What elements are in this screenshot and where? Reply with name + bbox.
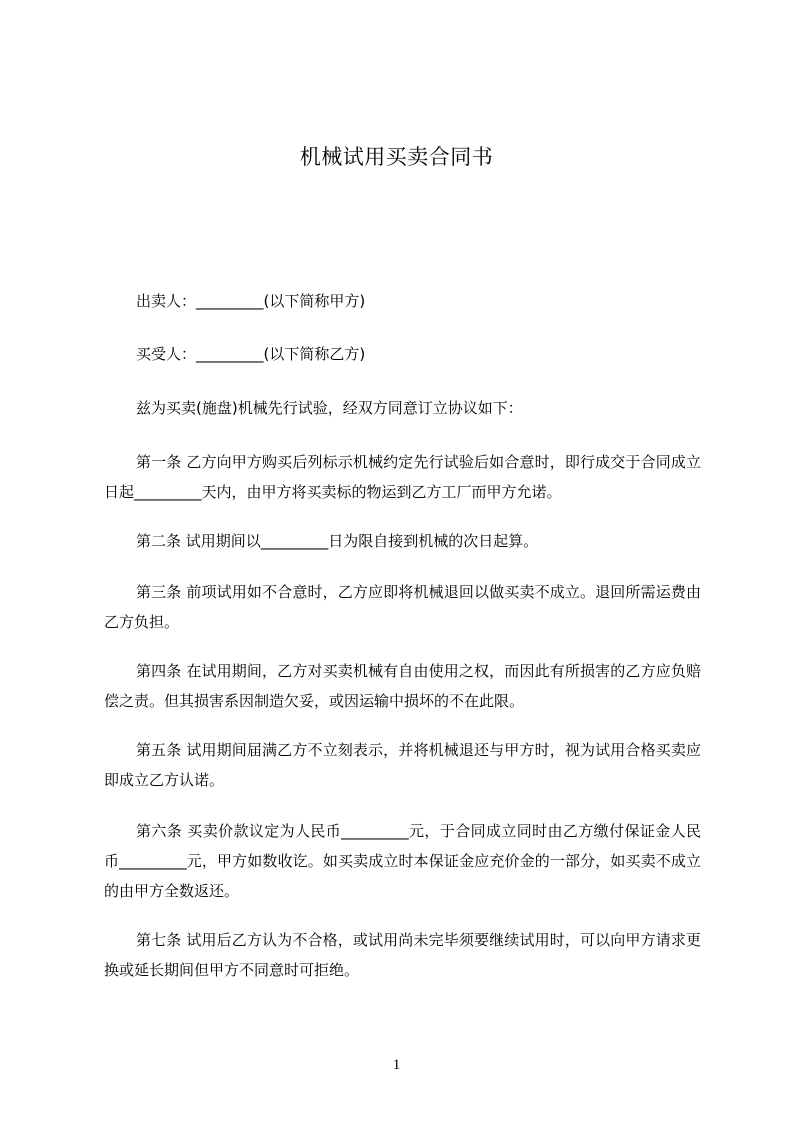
preamble-paragraph: 兹为买卖(施盘)机械先行试验，经双方同意订立协议如下： (136, 399, 523, 417)
article-6-paragraph: 第六条 买卖价款议定为人民币_________元，于合同成立同时由乙方缴付保证金人民币_________元，甲方如数收讫。如买卖成立时本保证金应充价金的一部分，如买卖不成立的由甲方全数返还。 (104, 822, 701, 900)
article-1-paragraph: 第一条 乙方向甲方购买后列标示机械约定先行试验后如合意时，即行成交于合同成立日起_________天内，由甲方将买卖标的物运到乙方工厂而甲方允诺。 (104, 453, 701, 501)
seller-line: 出卖人：_________(以下简称甲方) (136, 292, 366, 310)
page-number: 1 (392, 1057, 401, 1073)
article-2-paragraph: 第二条 试用期间以_________日为限自接到机械的次日起算。 (136, 532, 539, 550)
article-7-paragraph: 第七条 试用后乙方认为不合格，或试用尚未完毕须要继续试用时，可以向甲方请求更换或延长期间但甲方不同意时可拒绝。 (104, 931, 701, 979)
article-5-paragraph: 第五条 试用期间届满乙方不立刻表示，并将机械退还与甲方时，视为试用合格买卖应即成立乙方认诺。 (104, 741, 701, 789)
document-title: 机械试用买卖合同书 (299, 145, 494, 169)
article-3-paragraph: 第三条 前项试用如不合意时，乙方应即将机械退回以做买卖不成立。退回所需运费由乙方负担。 (104, 583, 701, 631)
article-4-paragraph: 第四条 在试用期间，乙方对买卖机械有自由使用之权，而因此有所损害的乙方应负赔偿之责。但其损害系因制造欠妥，或因运输中损坏的不在此限。 (104, 662, 701, 710)
buyer-line: 买受人：_________(以下简称乙方) (136, 345, 366, 363)
